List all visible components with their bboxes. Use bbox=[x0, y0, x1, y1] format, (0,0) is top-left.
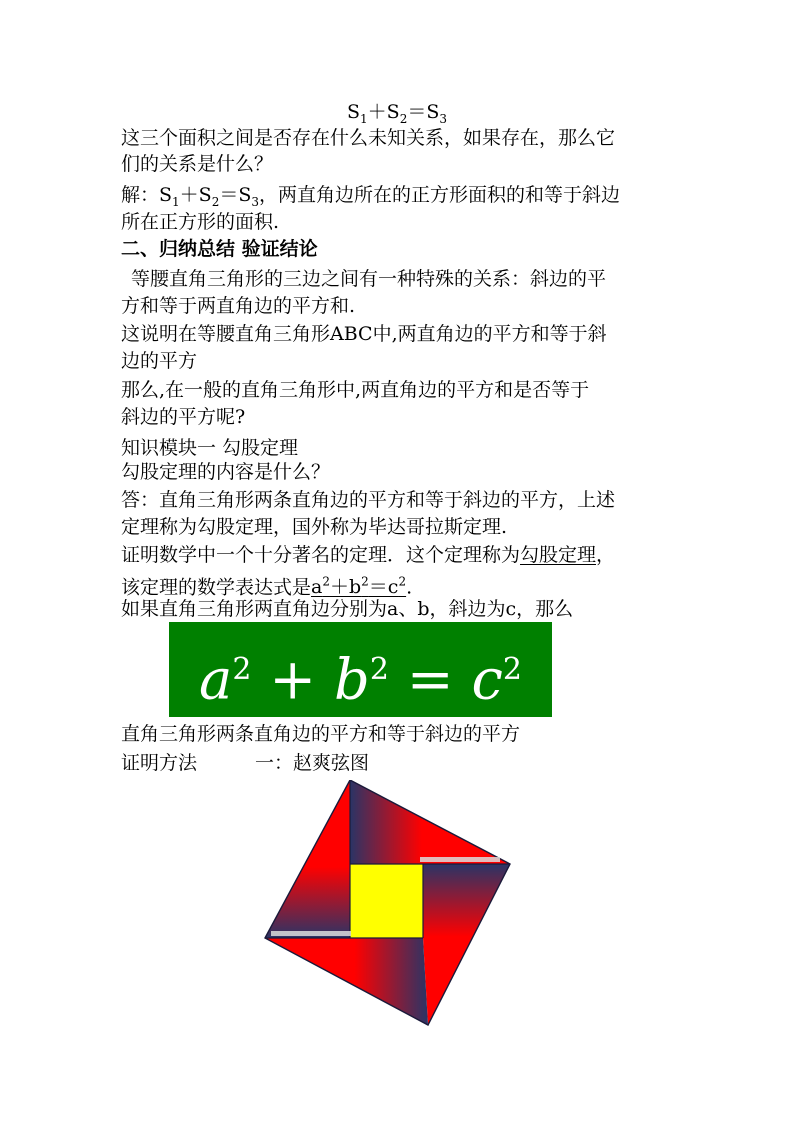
question-line-2: 们的关系是什么？ bbox=[121, 153, 274, 175]
isosceles-line-2: 方和等于两直角边的平方和. bbox=[121, 295, 356, 317]
answer1-line-2: 所在正方形的面积. bbox=[121, 211, 280, 233]
proof-line-1: 证明数学中一个十分著名的定理．这个定理称为勾股定理， bbox=[121, 544, 616, 566]
big-formula: $a^2 + b^2 = c^2$ bbox=[199, 647, 522, 713]
proof-line-2: 该定理的数学表达式是$a^2+b^2=c^2$. bbox=[121, 575, 413, 599]
general-line-1: 那么,在一般的直角三角形中,两直角边的平方和是否等于 bbox=[121, 379, 590, 401]
method-line: 证明方法 一：赵爽弦图 bbox=[121, 752, 370, 774]
module-answer-line-1: 答：直角三角形两条直角边的平方和等于斜边的平方，上述 bbox=[121, 489, 616, 511]
zhao-shuang-diagram bbox=[255, 780, 515, 1030]
formula-box bbox=[169, 622, 552, 717]
section2-heading: 二、归纳总结 验证结论 bbox=[121, 238, 318, 260]
theorem-expression: $a^2+b^2=c^2$ bbox=[311, 575, 407, 599]
module-heading: 知识模块一 勾股定理 bbox=[121, 437, 299, 459]
abc-line-1: 这说明在等腰直角三角形ABC中,两直角边的平方和等于斜 bbox=[121, 323, 607, 345]
statement-line: 直角三角形两条直角边的平方和等于斜边的平方 bbox=[121, 723, 521, 745]
answer1-line-1: 解：$S_1+S_2=S_3$，两直角边所在的正方形面积的和等于斜边 bbox=[121, 184, 621, 209]
title-formula: $S_1+S_2=S_3$ bbox=[346, 101, 448, 126]
highlight bbox=[271, 931, 351, 936]
theorem-name: 勾股定理 bbox=[520, 544, 597, 566]
inner-square bbox=[350, 864, 423, 938]
isosceles-line-1: 等腰直角三角形的三边之间有一种特殊的关系：斜边的平 bbox=[131, 268, 607, 290]
if-line: 如果直角三角形两直角边分别为a、b，斜边为c，那么 bbox=[121, 598, 574, 620]
general-line-2: 斜边的平方呢? bbox=[121, 406, 246, 428]
question-line-1: 这三个面积之间是否存在什么未知关系，如果存在，那么它 bbox=[121, 127, 616, 149]
highlight bbox=[420, 857, 500, 862]
module-answer-line-2: 定理称为勾股定理，国外称为毕达哥拉斯定理. bbox=[121, 516, 508, 538]
module-question: 勾股定理的内容是什么？ bbox=[121, 461, 331, 483]
abc-line-2: 边的平方 bbox=[121, 350, 198, 372]
